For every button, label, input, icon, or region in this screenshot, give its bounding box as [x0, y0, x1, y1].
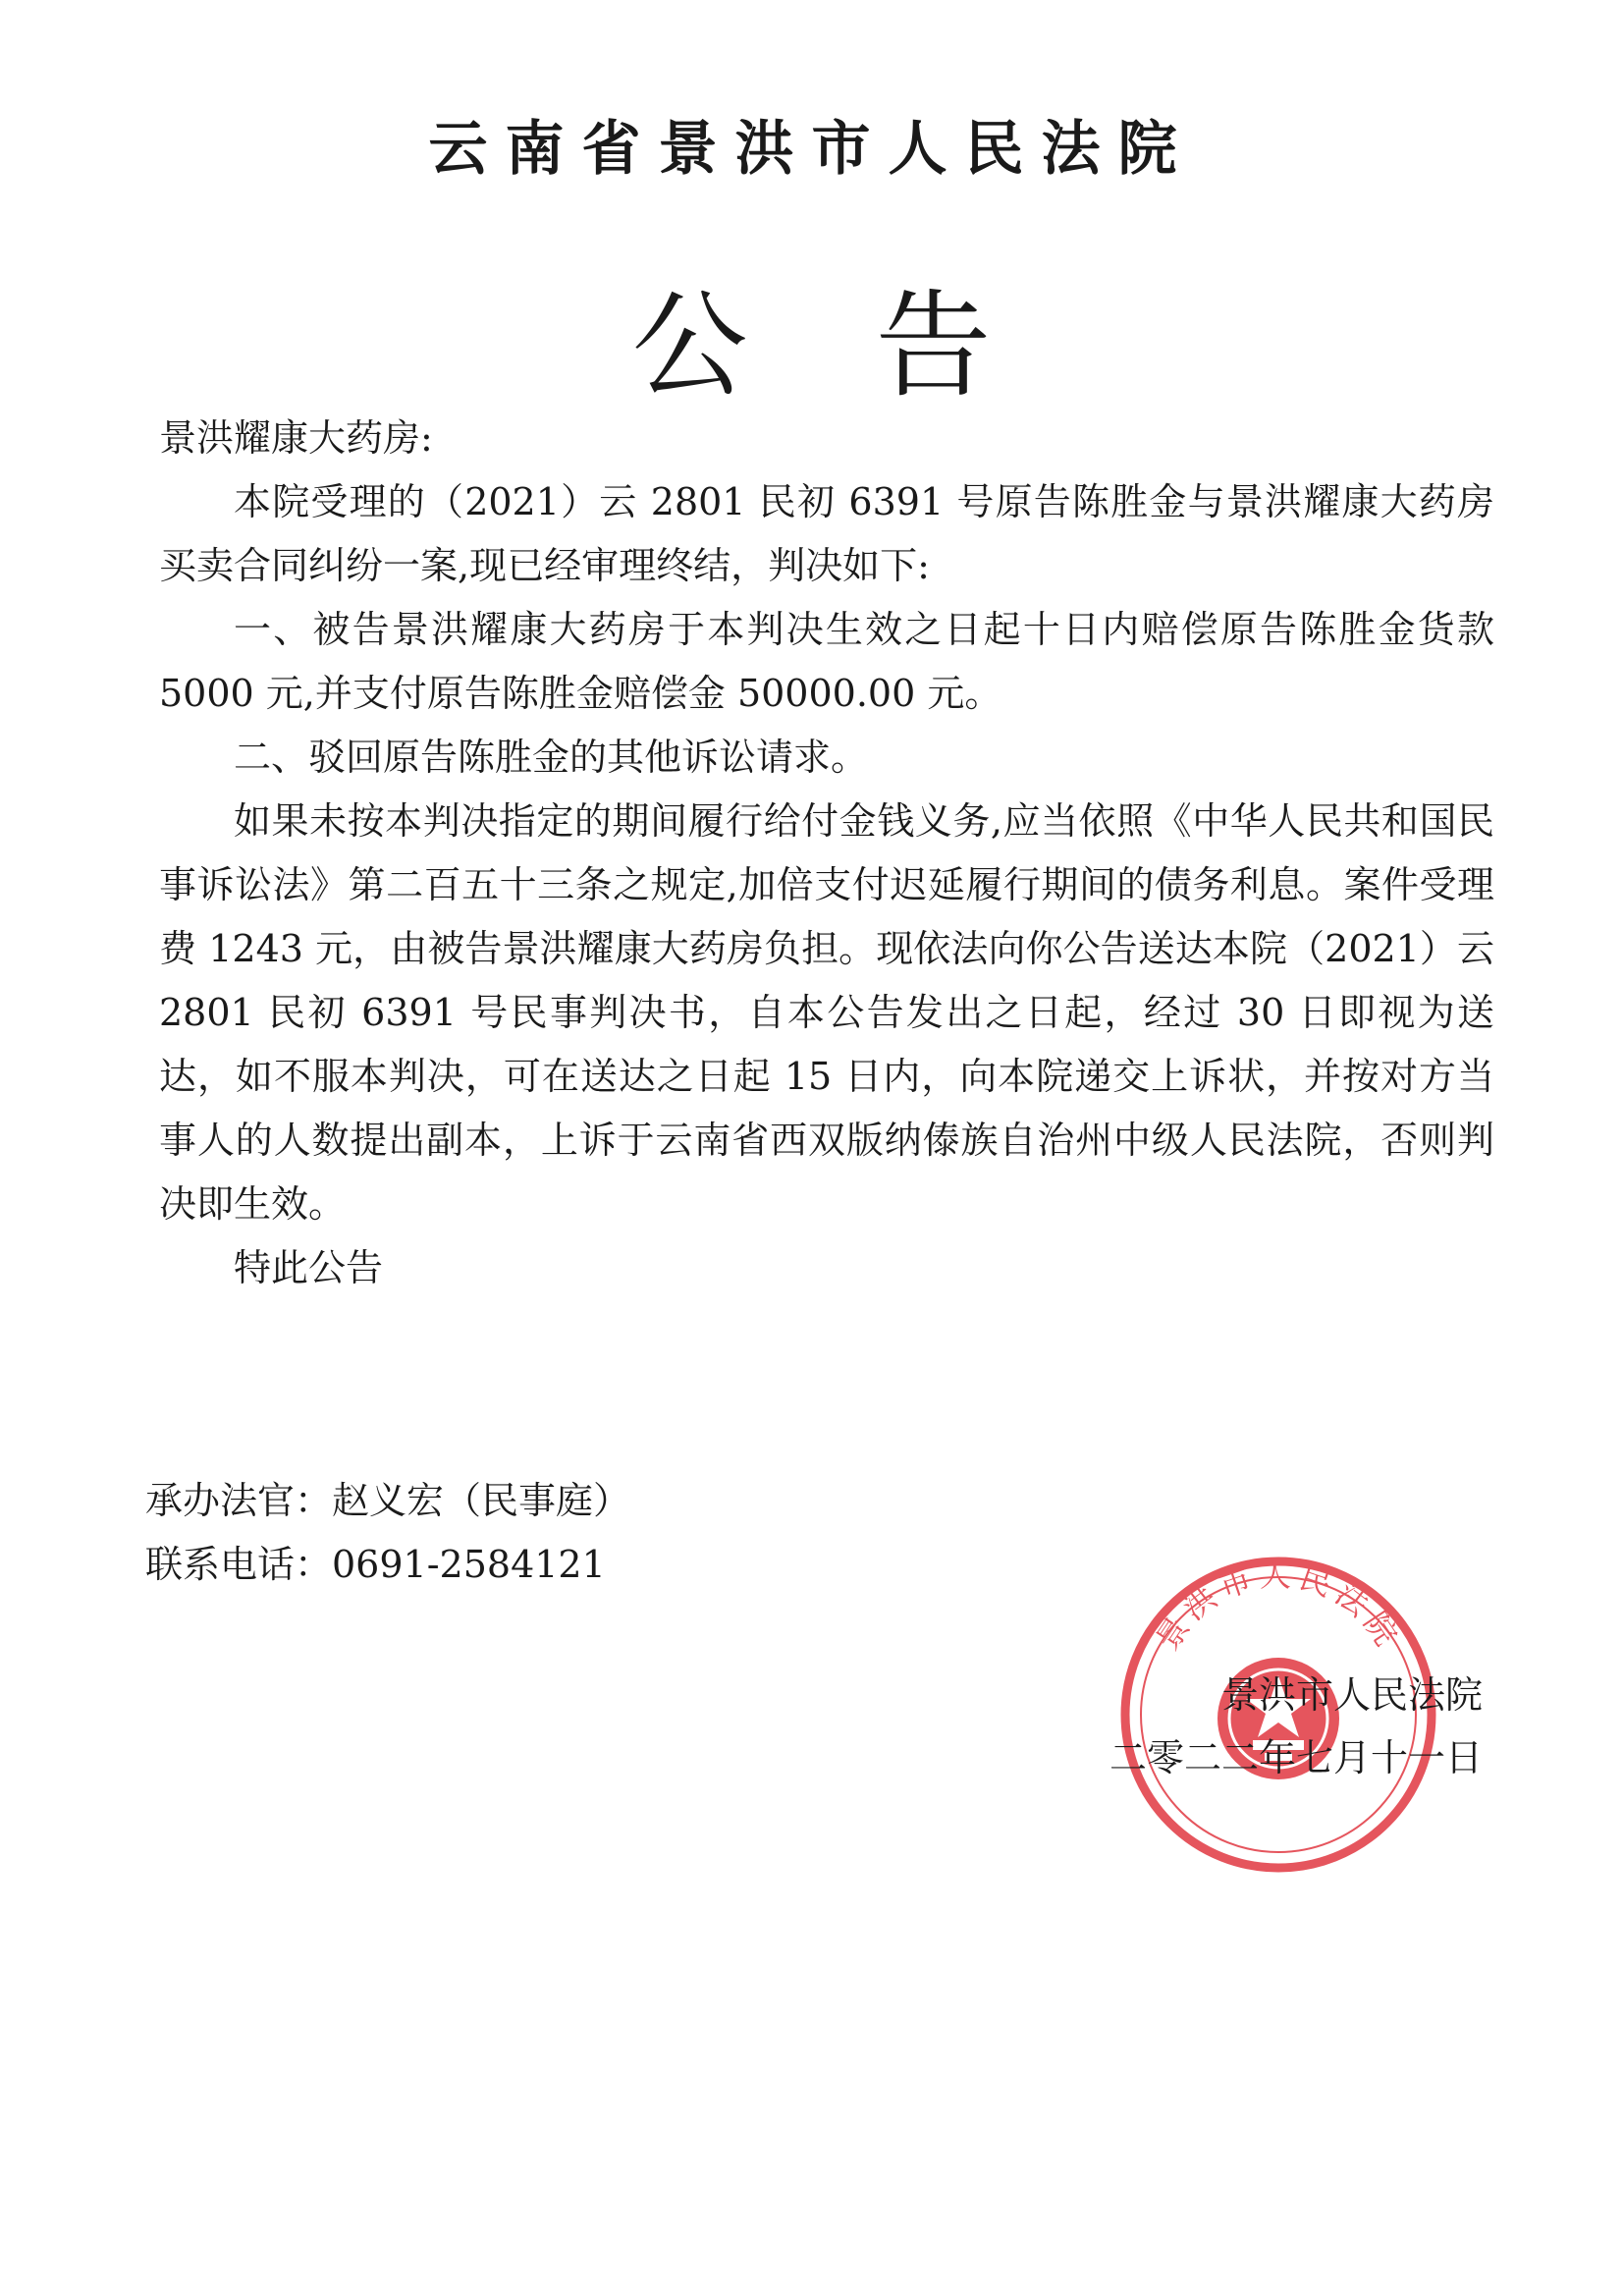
- phone-line: 联系电话：0691-2584121: [145, 1543, 606, 1586]
- closing-line: 特此公告: [234, 1246, 384, 1289]
- judge-line: 承办法官：赵义宏（民事庭）: [145, 1479, 631, 1522]
- officer-info: [145, 1469, 630, 1597]
- addressee: 景洪耀康大药房:: [159, 416, 433, 460]
- document-title: 公告: [631, 278, 1119, 413]
- judgment-item-1: 一、被告景洪耀康大药房于本判决生效之日起十日内赔偿原告陈胜金货款 5000 元,并支付原告陈胜金赔偿金 50000.00 元。: [159, 608, 1494, 715]
- signature-court: 景洪市人民法院: [1220, 1673, 1483, 1717]
- enforcement-paragraph: 如果未按本判决指定的期间履行给付金钱义务,应当依照《中华人民共和国民事诉讼法》第二百五十三条之规定,加倍支付迟延履行期间的债务利息。案件受理费 1243 元，由被告景洪耀康大药房负担。现依法向你公告送达本院（2021）云 2801 民初 6391 号民事判决书，自本公告发出之日起，经过 30 日即视为送达，如不服本判决，可在送达之日起 15 日内，向本院递交上诉状，并按对方当事人的人数提出副本，上诉于云南省西双版纳傣族自治州中级人民法院，否则判决即生效。: [159, 799, 1494, 1226]
- notice-body: [159, 407, 1494, 1300]
- signature-date: 二零二二年七月十一日: [1109, 1736, 1483, 1779]
- court-name: 云南省景洪市人民法院: [428, 115, 1195, 184]
- case-paragraph: 本院受理的（2021）云 2801 民初 6391 号原告陈胜金与景洪耀康大药房买卖合同纠纷一案,现已经审理终结，判决如下:: [159, 480, 1494, 587]
- judgment-item-2: 二、驳回原告陈胜金的其他诉讼请求。: [234, 736, 869, 779]
- signature-block: [1041, 1664, 1483, 1789]
- seal-text: 景洪市人民法院: [1148, 1557, 1409, 1658]
